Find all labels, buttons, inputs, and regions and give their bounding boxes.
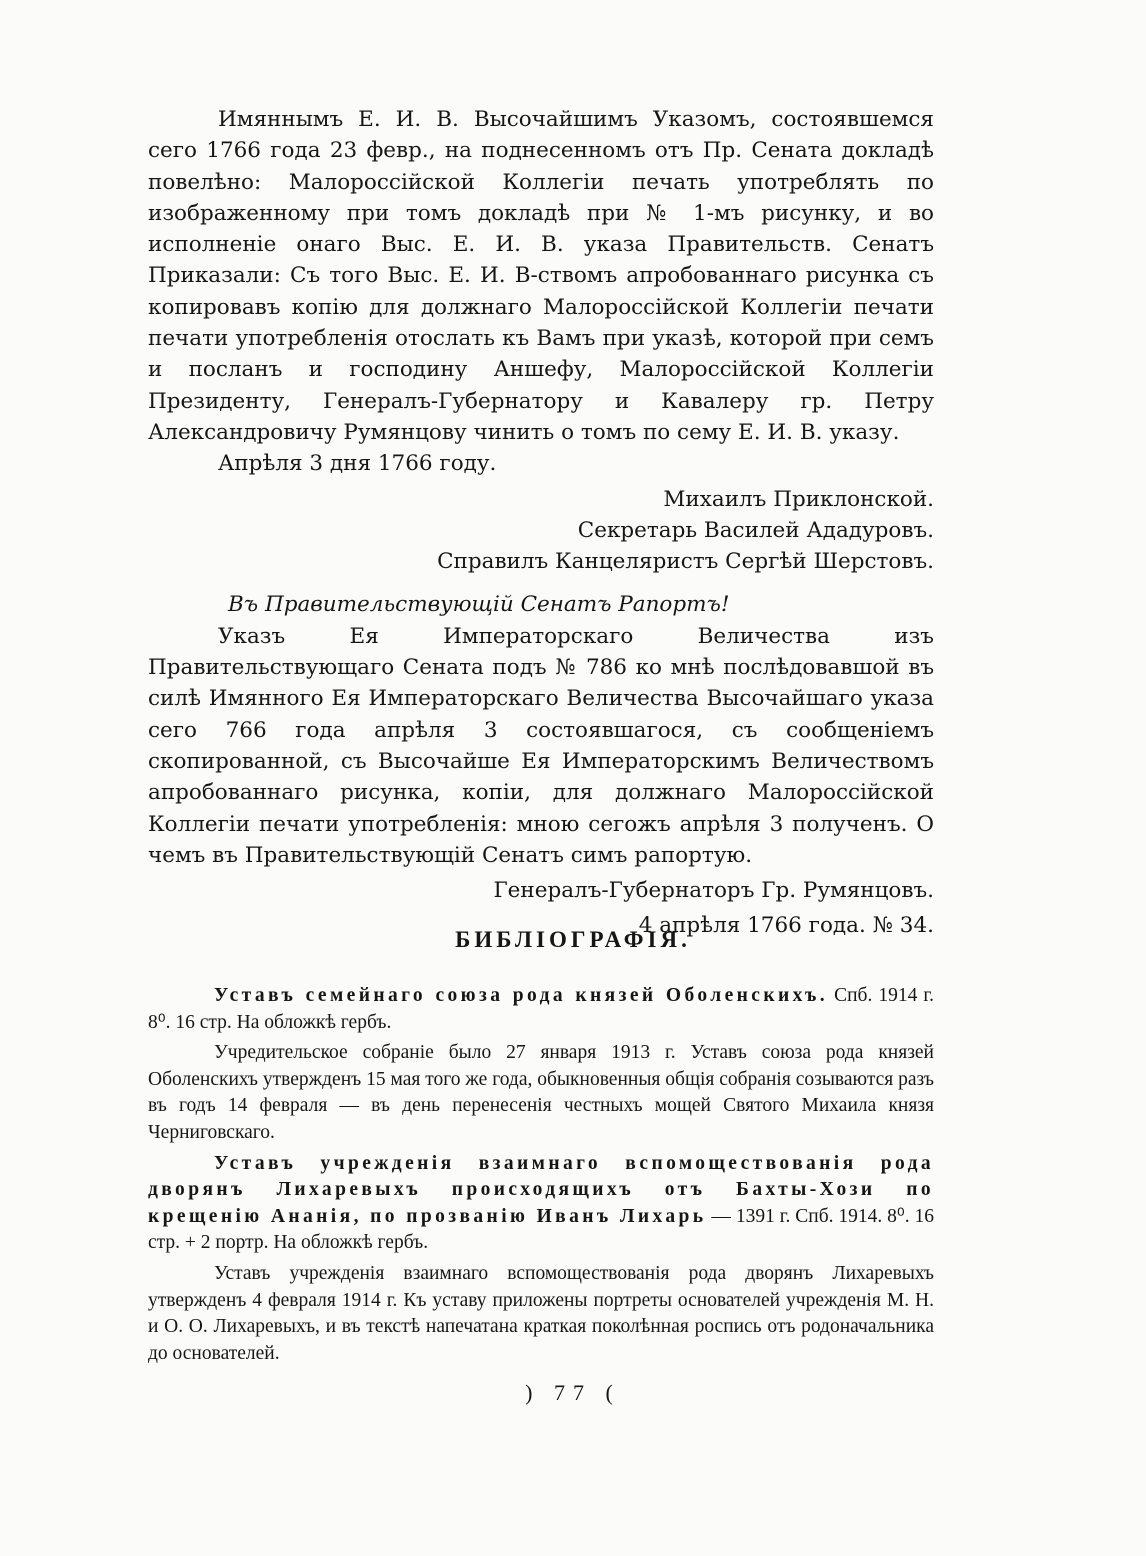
bibliography-entry	[148, 1151, 934, 1257]
closing-date: 4 апрѣля 1766 года. № 34.	[638, 913, 934, 939]
main-text-block	[148, 104, 934, 942]
entry-title: Уставъ учрежденія взаимнаго вспомоществованія рода дворянъ Лихаревыхъ происходящихъ отъ Бахты-Хози по крещенію Ананія, по прозванію Иванъ Лихарь	[148, 1152, 934, 1227]
signature-line: Справилъ Канцеляристъ Сергѣй Шерстовъ.	[437, 549, 934, 575]
signature-line: Михаилъ Приклонской.	[663, 486, 934, 512]
entry-description: Учредительское собраніе было 27 января 1913 г. Уставъ союза рода князей Оболенскихъ утвержденъ 15 мая того же года, обыкновенныя общія собранія созываются разъ въ годъ 14 февраля — въ день перенесенія честныхъ мощей Святого Михаила князя Черниговскаго.	[148, 1042, 934, 1143]
report-address: Въ Правительствующій Сенатъ Рапортъ!	[228, 592, 730, 618]
bibliography-heading: БИБЛІОГРАФІЯ.	[455, 927, 691, 952]
entry-details: Спб. 1914 г. 8⁰. 16 стр. На обложкѣ гербъ.	[148, 985, 934, 1033]
page-number: ) 77 (	[525, 1380, 621, 1405]
decree-paragraph: Имяннымъ Е. И. В. Высочайшимъ Указомъ, состоявшемся сего 1766 года 23 февр., на поднесенномъ отъ Пр. Сената докладѣ повелѣно: Малороссійской Коллегіи печать употреблять по изображенному при томъ докладѣ при № 1-мъ рисунку, и во исполненіе онаго Выс. Е. И. В. указа Правительств. Сенатъ Приказали: Съ того Выс. Е. И. В-ствомъ апробованнаго рисунка съ копировавъ копію для должнаго Малороссійской Коллегіи печати печати употребленія отослать къ Вамъ при указѣ, которой при семъ и посланъ и господину Аншефу, Малороссійской Коллегіи Президенту, Генералъ-Губернатору и Кавалеру гр. Петру Александровичу Румянцову чинить о томъ по сему Е. И. В. указу.	[148, 107, 934, 445]
decree-date: Апрѣля 3 дня 1766 году.	[218, 451, 497, 477]
report-paragraph: Указъ Ея Императорскаго Величества изъ Правительствующаго Сената подъ № 786 ко мнѣ послѣдовавшой въ силѣ Имянного Ея Императорскаго Величества Высочайшаго указа сего 766 года апрѣля 3 состоявшагося, съ сообщеніемъ скопированной, съ Высочайше Ея Императорскимъ Величествомъ апробованнаго рисунка, копіи, для должнаго Малороссійской Коллегіи печати употребленія: мною сегожъ апрѣля 3 полученъ. О чемъ въ Правительствующій Сенатъ симъ рапортую.	[148, 623, 934, 868]
bibliography-entry	[148, 983, 934, 1036]
entry-title: Уставъ семейнаго союза рода князей Оболенскихъ.	[214, 985, 829, 1006]
signature-block	[148, 484, 934, 578]
entry-description: Уставъ учрежденія взаимнаго вспомоществованія рода дворянъ Лихаревыхъ утвержденъ 4 февраля 1914 г. Къ уставу приложены портреты основателей учрежденія М. Н. и О. О. Лихаревыхъ, и въ текстѣ напечатана краткая поколѣнная роспись отъ родоначальника до основателей.	[148, 1262, 934, 1364]
bibliography-section	[148, 983, 934, 1367]
entry-details: — 1391 г. Спб. 1914. 8⁰. 16 стр. + 2 портр. На обложкѣ гербъ.	[148, 1205, 935, 1254]
signature-line: Секретарь Василей Ададуровъ.	[577, 517, 934, 543]
closing-signature: Генералъ-Губернаторъ Гр. Румянцовъ.	[493, 878, 934, 904]
